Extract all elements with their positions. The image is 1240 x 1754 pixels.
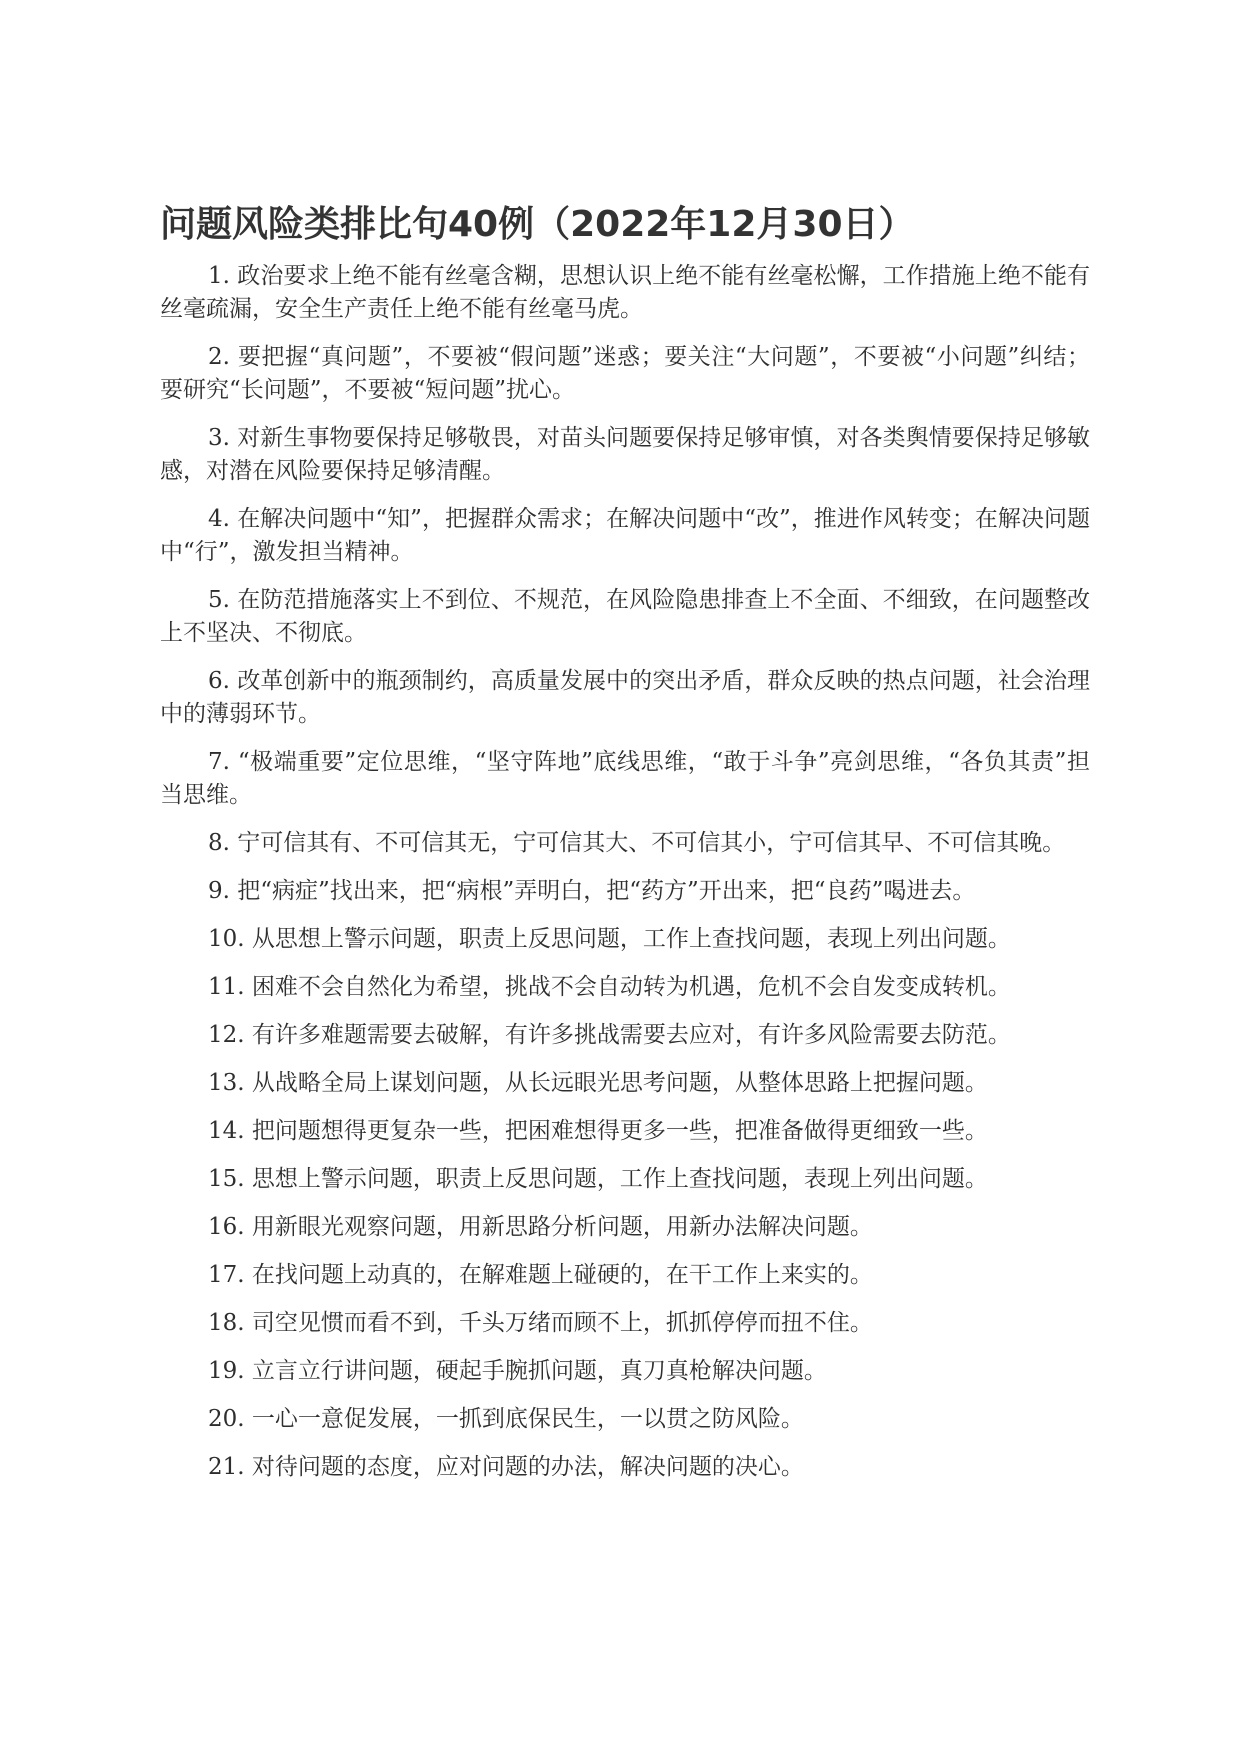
list-item: 20. 一心一意促发展，一抓到底保民生，一以贯之防风险。: [208, 1406, 804, 1432]
document-title: 问题风险类排比句40例（2022年12月30日）: [160, 204, 915, 245]
list-item: 17. 在找问题上动真的，在解难题上碰硬的，在干工作上来实的。: [208, 1262, 873, 1288]
list-item: 6. 改革创新中的瓶颈制约，高质量发展中的突出矛盾，群众反映的热点问题，社会治理中的薄弱环节。: [160, 668, 1090, 727]
list-item: 3. 对新生事物要保持足够敬畏，对苗头问题要保持足够审慎，对各类舆情要保持足够敏感，对潜在风险要保持足够清醒。: [160, 425, 1090, 484]
list-item: 21. 对待问题的态度，应对问题的办法，解决问题的决心。: [208, 1454, 804, 1480]
list-item: 9. 把“病症”找出来，把“病根”弄明白，把“药方”开出来，把“良药”喝进去。: [208, 878, 976, 904]
list-item: 19. 立言立行讲问题，硬起手腕抓问题，真刀真枪解决问题。: [208, 1358, 827, 1384]
document-page: [160, 200, 1090, 1499]
list-item: 13. 从战略全局上谋划问题，从长远眼光思考问题，从整体思路上把握问题。: [208, 1070, 988, 1096]
list-item: 12. 有许多难题需要去破解，有许多挑战需要去应对，有许多风险需要去防范。: [208, 1022, 1011, 1048]
list-item: 2. 要把握“真问题”，不要被“假问题”迷惑；要关注“大问题”，不要被“小问题”纠结；要研究“长问题”，不要被“短问题”扰心。: [160, 344, 1090, 403]
list-item: 11. 困难不会自然化为希望，挑战不会自动转为机遇，危机不会自发变成转机。: [208, 974, 1011, 1000]
list-item: 7. “极端重要”定位思维，“坚守阵地”底线思维，“敢于斗争”亮剑思维，“各负其责”担当思维。: [160, 749, 1090, 808]
list-item: 18. 司空见惯而看不到，千头万绪而顾不上，抓抓停停而扭不住。: [208, 1310, 873, 1336]
list-item: 14. 把问题想得更复杂一些，把困难想得更多一些，把准备做得更细致一些。: [208, 1118, 988, 1144]
list-item: 4. 在解决问题中“知”，把握群众需求；在解决问题中“改”，推进作风转变；在解决问题中“行”，激发担当精神。: [160, 506, 1090, 565]
list-item: 8. 宁可信其有、不可信其无，宁可信其大、不可信其小，宁可信其早、不可信其晚。: [208, 830, 1066, 856]
sentence-list: [160, 260, 1090, 1484]
list-item: 10. 从思想上警示问题，职责上反思问题，工作上查找问题，表现上列出问题。: [208, 926, 1011, 952]
list-item: 1. 政治要求上绝不能有丝毫含糊，思想认识上绝不能有丝毫松懈，工作措施上绝不能有丝毫疏漏，安全生产责任上绝不能有丝毫马虎。: [160, 263, 1090, 322]
list-item: 5. 在防范措施落实上不到位、不规范，在风险隐患排查上不全面、不细致，在问题整改上不坚决、不彻底。: [160, 587, 1090, 646]
list-item: 15. 思想上警示问题，职责上反思问题，工作上查找问题，表现上列出问题。: [208, 1166, 988, 1192]
list-item: 16. 用新眼光观察问题，用新思路分析问题，用新办法解决问题。: [208, 1214, 873, 1240]
